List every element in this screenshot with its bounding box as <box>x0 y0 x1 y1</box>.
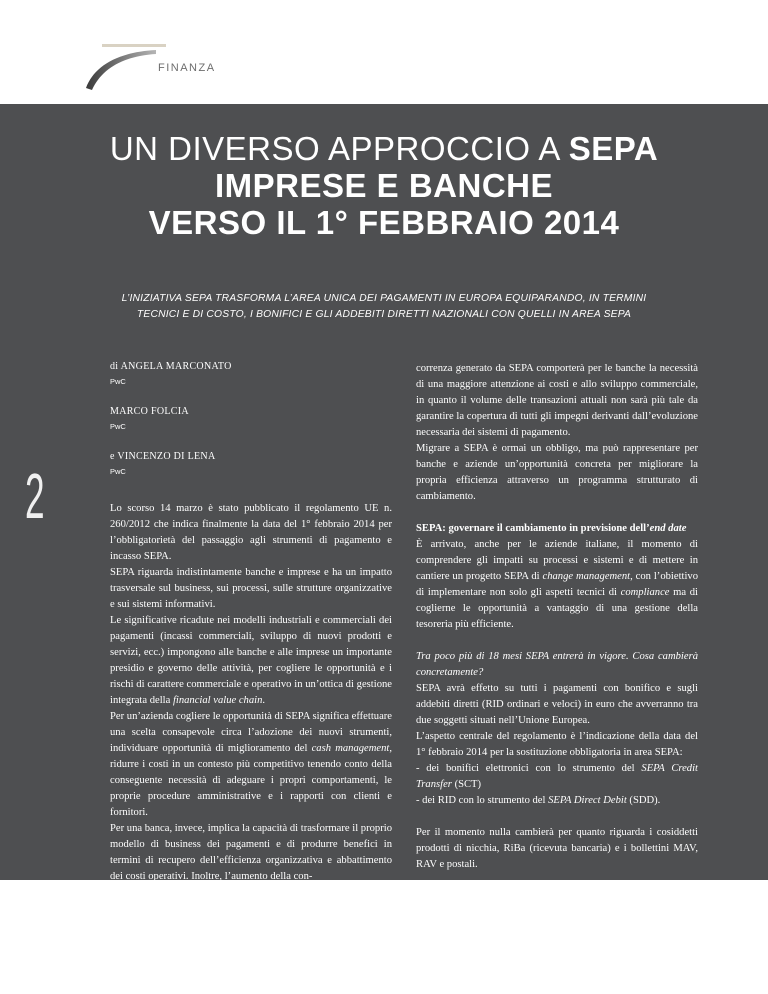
title-line1-light: UN DIVERSO APPROCCIO A <box>109 130 569 167</box>
right-column <box>416 361 698 921</box>
body-paragraph: Sono quindi chiari gli impatti non solo per le aziende che operano in ambito europeo, ma anche per quelle che <box>416 891 698 918</box>
body-paragraph: Per un’azienda cogliere le opportunità di SEPA significa effettuare una scelta consapevole circa l’adozione dei nuovi strumenti, individuare opportunità di miglioramento del cash management, ridurre i costi in un contesto più competitivo tenendo conto della conseguente necessità di adeguare i propri comportamenti, le proprie procedure amministrative e i rapporti con clienti e fornitori. <box>110 711 392 818</box>
author-affiliation: PwC <box>110 467 126 476</box>
question-paragraph: Tra poco più di 18 mesi SEPA entrerà in vigore. Cosa cambierà concretamente? <box>416 651 698 678</box>
body-paragraph: Per una banca, invece, implica la capacità di trasformare il proprio modello di business dei pagamenti e di produrre benefici in termini di recupero dell’efficienza organizzativa e abbattimento dei costi operativi. Inoltre, l’aumento della con- <box>110 823 392 882</box>
subtitle-line1: L’INIZIATIVA SEPA TRASFORMA L’AREA UNICA DEI PAGAMENTI IN EUROPA EQUIPARANDO, IN TERMINI <box>121 293 647 304</box>
author-affiliation: PwC <box>110 377 126 386</box>
author-item <box>110 405 390 433</box>
title-line1-bold: SEPA <box>568 130 659 167</box>
list-item: - dei bonifici elettronici con lo strumento del SEPA Credit Transfer (SCT) <box>416 763 698 790</box>
title-line2: IMPRESE E BANCHE <box>214 167 554 204</box>
body-paragraph: correnza generato da SEPA comporterà per le banche la necessità di una maggiore attenzione ai costi e allo sviluppo commerciale, in quanto il volume delle transazioni attuali non sarà più tale da garantire la copertura di tutti gli impegni derivanti dall’evoluzione necessaria dei sistemi di pagamento. <box>416 363 698 438</box>
subtitle-line2: TECNICI E DI COSTO, I BONIFICI E GLI ADDEBITI DIRETTI NAZIONALI CON QUELLI IN AREA SEPA <box>136 309 632 320</box>
body-paragraph: Le significative ricadute nei modelli industriali e commerciali dei pagamenti (incassi commerciali, sviluppo di nuovi prodotti e servizi, ecc.) impongono alle banche e alle imprese un importante presidio e governo delle attività, per cogliere le opportunità e i rischi di carattere commerciale e operativo in un’ottica di gestione integrata della financial value chain. <box>110 615 392 706</box>
body-paragraph: Migrare a SEPA è ormai un obbligo, ma può rappresentare per banche e aziende un’opportunità concreta per migliorare la propria efficienza attraverso un programma strutturato di cambiamento. <box>416 443 698 502</box>
page-number: 2 <box>25 460 45 532</box>
author-list <box>110 360 390 495</box>
author-item <box>110 450 390 478</box>
body-paragraph: È arrivato, anche per le aziende italiane, il momento di comprendere gli impatti su processi e sistemi e di mettere in cantiere un progetto SEPA di change management, con l’obiettivo di implementare non solo gli aspetti tecnici di compliance ma di coglierne le opportunità a vantaggio di una gestione della tesoreria più efficiente. <box>416 539 698 630</box>
author-affiliation: PwC <box>110 422 126 431</box>
article-title <box>0 130 768 241</box>
author-name: MARCO FOLCIA <box>110 406 189 417</box>
section-heading: SEPA: governare il cambiamento in previsione dell’end date <box>416 523 687 534</box>
body-paragraph: SEPA riguarda indistintamente banche e imprese e ha un impatto trasversale sul business, sui processi, sulle strutture organizzative e sui sistemi informativi. <box>110 567 392 610</box>
page-header <box>0 0 768 104</box>
body-paragraph: Per il momento nulla cambierà per quanto riguarda i cosiddetti prodotti di nicchia, RiBa (ricevuta bancaria) e i bollettini MAV, RAV e postali. <box>416 827 698 870</box>
title-line3: VERSO IL 1° FEBBRAIO 2014 <box>148 204 620 241</box>
left-column <box>110 501 392 885</box>
list-item: - dei RID con lo strumento del SEPA Direct Debit (SDD). <box>416 795 661 806</box>
section-label: FINANZA <box>158 62 216 74</box>
body-paragraph: SEPA avrà effetto su tutti i pagamenti con bonifico e sugli addebiti diretti (RID ordinari e veloci) in euro che avverranno tra due soggetti situati nell’Unione Europea. <box>416 683 698 726</box>
article-subtitle <box>60 291 708 323</box>
body-paragraph: L’aspetto centrale del regolamento è l’indicazione della data del 1° febbraio 2014 per la sostituzione obbligatoria in area SEPA: <box>416 731 698 758</box>
author-item <box>110 360 390 388</box>
author-name: e VINCENZO DI LENA <box>110 451 216 462</box>
author-name: di ANGELA MARCONATO <box>110 361 232 372</box>
body-paragraph: Lo scorso 14 marzo è stato pubblicato il regolamento UE n. 260/2012 che indica finalmente la data del 1° febbraio 2014 per l’obbligatorietà del passaggio agli strumenti di pagamento e incasso SEPA. <box>110 503 392 562</box>
